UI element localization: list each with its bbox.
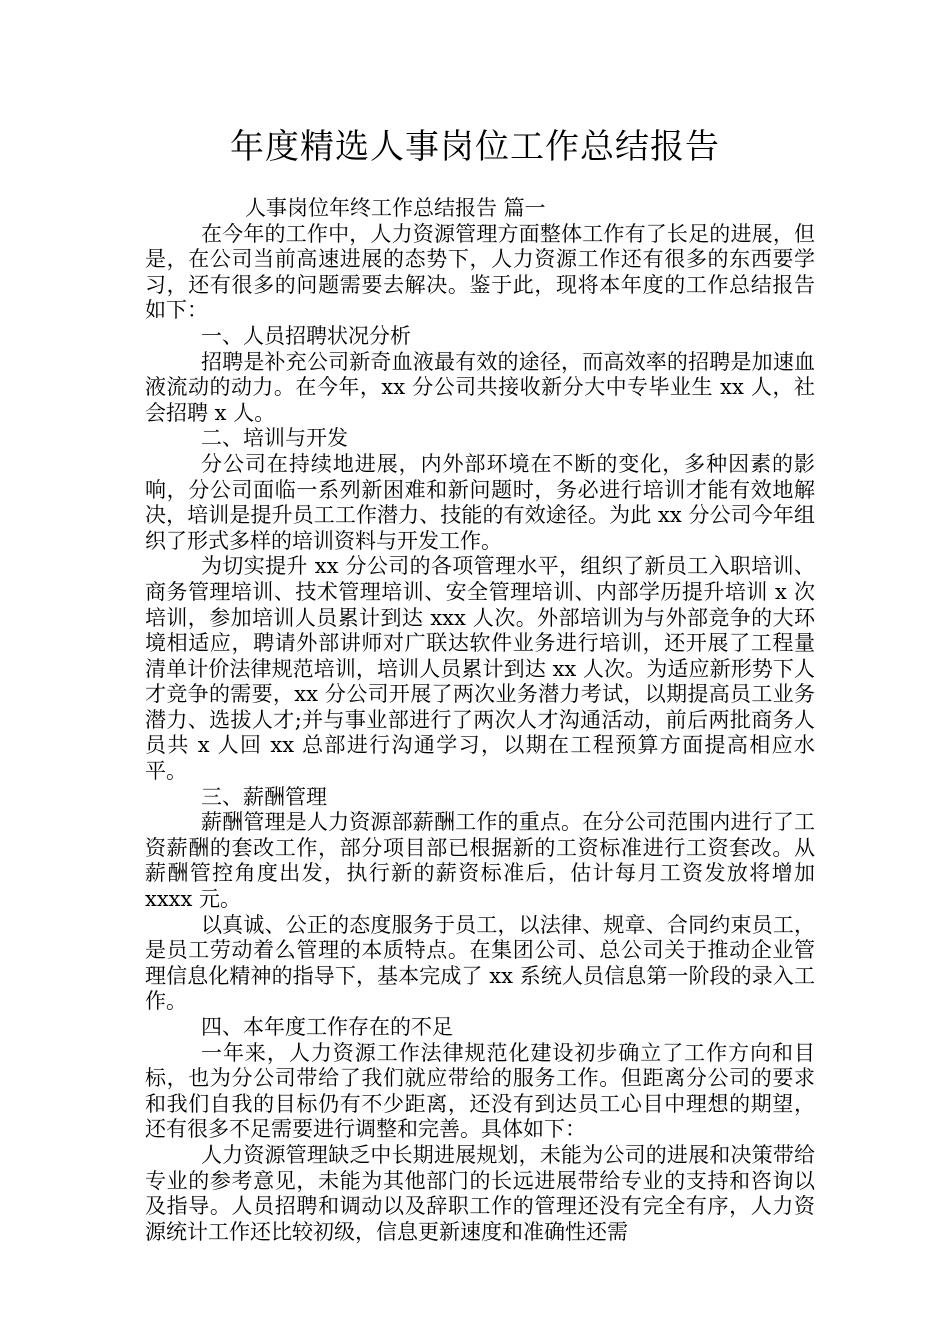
section-heading-training: 二、培训与开发 xyxy=(201,426,348,451)
section-heading-shortcomings: 四、本年度工作存在的不足 xyxy=(201,1015,453,1039)
shortcomings-paragraph-2: 人力资源管理缺乏中长期进展规划，未能为公司的进展和决策带给专业的参考意见，未能为其他部门的长远进展带给专业的支持和咨询以及指导。人员招聘和调动以及辞职工作的管理还没有完全有序，人力资源统计工作还比较初级，信息更新速度和准确性还需 xyxy=(145,1142,815,1244)
compensation-paragraph-2: 以真诚、公正的态度服务于员工，以法律、规章、合同约束员工，是员工劳动着么管理的本质特点。在集团公司、总公司关于推动企业管理信息化精神的指导下，基本完成了 xx 系统人员信息第一阶段的录入工作。 xyxy=(145,912,815,1014)
section-heading-recruitment: 一、人员招聘状况分析 xyxy=(201,323,411,348)
document-body xyxy=(145,196,815,1245)
document-subtitle: 人事岗位年终工作总结报告 篇一 xyxy=(245,196,546,220)
recruitment-paragraph: 招聘是补充公司新奇血液最有效的途径，而高效率的招聘是加速血液流动的动力。在今年，xx 分公司共接收新分大中专毕业生 xx 人，社会招聘 x 人。 xyxy=(145,349,815,425)
shortcomings-paragraph-1: 一年来，人力资源工作法律规范化建设初步确立了工作方向和目标，也为分公司带给了我们就应带给的服务工作。但距离分公司的要求和我们自我的目标仍有不少距离，还没有到达员工心目中理想的期望，还有很多不足需要进行调整和完善。具体如下： xyxy=(145,1040,815,1142)
section-heading-compensation: 三、薪酬管理 xyxy=(201,784,327,809)
compensation-paragraph-1: 薪酬管理是人力资源部薪酬工作的重点。在分公司范围内进行了工资薪酬的套改工作，部分项目部已根据新的工资标准进行工资套改。从薪酬管控角度出发，执行新的薪资标准后，估计每月工资发放将增加 xxxx 元。 xyxy=(145,810,815,912)
intro-paragraph: 在今年的工作中，人力资源管理方面整体工作有了长足的进展，但是，在公司当前高速进展的态势下，人力资源工作还有很多的东西要学习，还有很多的问题需要去解决。鉴于此，现将本年度的工作总结报告如下： xyxy=(145,221,815,323)
training-paragraph-1: 分公司在持续地进展，内外部环境在不断的变化，多种因素的影响，分公司面临一系列新困难和新问题时，务必进行培训才能有效地解决，培训是提升员工工作潜力、技能的有效途径。为此 xx 分公司今年组织了形式多样的培训资料与开发工作。 xyxy=(145,451,815,553)
training-paragraph-2: 为切实提升 xx 分公司的各项管理水平，组织了新员工入职培训、商务管理培训、技术管理培训、安全管理培训、内部学历提升培训 x 次培训，参加培训人员累计到达 xxx 人次。外部培训为与外部竞争的大环境相适应，聘请外部讲师对广联达软件业务进行培训，还开展了工程量清单计价法律规范培训，培训人员累计到达 xx 人次。为适应新形势下人才竞争的需要，xx 分公司开展了两次业务潜力考试，以期提高员工业务潜力、选拔人才;并与事业部进行了两次人才沟通活动，前后两批商务人员共 x 人回 xx 总部进行沟通学习，以期在工程预算方面提高相应水平。 xyxy=(145,554,815,784)
document-title: 年度精选人事岗位工作总结报告 xyxy=(230,127,720,167)
